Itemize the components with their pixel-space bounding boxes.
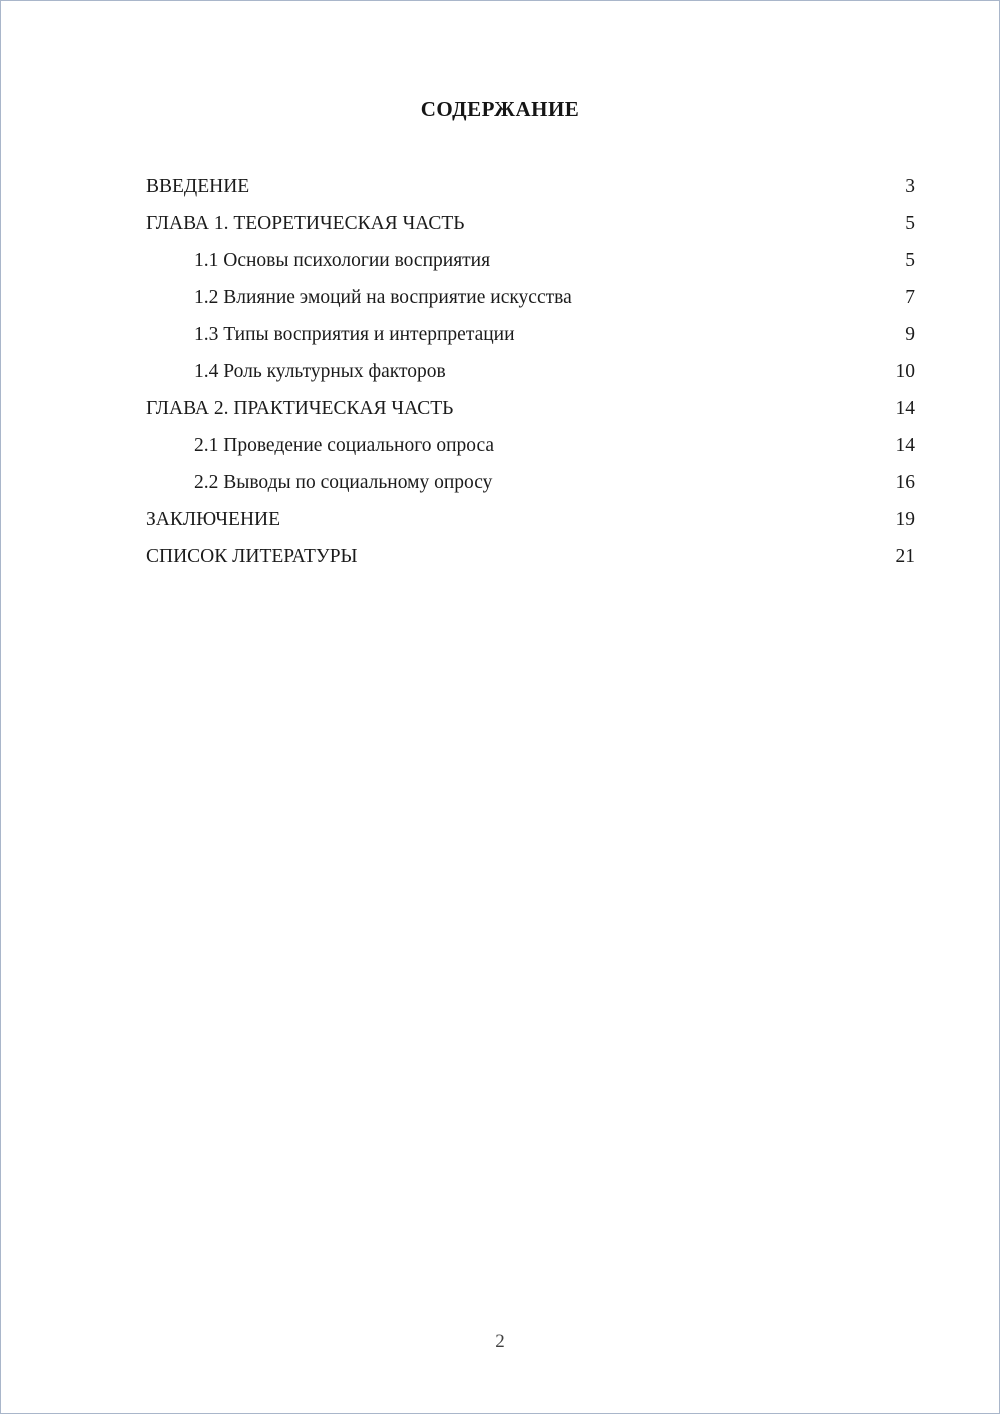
toc-entry-chapter-1	[146, 205, 915, 242]
toc-entry-label: ГЛАВА 1. ТЕОРЕТИЧЕСКАЯ ЧАСТЬ	[146, 213, 465, 234]
toc-entry-label: ВВЕДЕНИЕ	[146, 176, 250, 197]
toc-entry-page-number: 14	[895, 398, 915, 419]
toc-entry-page-number: 16	[895, 472, 915, 493]
toc-entry-1-1	[146, 242, 915, 279]
toc-entry-2-2	[146, 464, 915, 501]
toc-entry-1-4	[146, 353, 915, 390]
toc-entry-page-number: 9	[905, 324, 915, 345]
toc-entry-label: 1.4 Роль культурных факторов	[194, 361, 446, 382]
document-page	[1, 1, 999, 1413]
table-of-contents	[146, 168, 915, 575]
toc-entry-page-number: 5	[905, 250, 915, 271]
toc-entry-label: 2.2 Выводы по социальному опросу	[194, 472, 493, 493]
toc-entry-conclusion	[146, 501, 915, 538]
footer-page-number: 2	[495, 1331, 505, 1352]
toc-entry-page-number: 7	[905, 287, 915, 308]
toc-entry-bibliography	[146, 538, 915, 575]
toc-entry-label: 1.3 Типы восприятия и интерпретации	[194, 324, 515, 345]
toc-entry-introduction	[146, 168, 915, 205]
toc-entry-chapter-2	[146, 390, 915, 427]
toc-entry-label: 2.1 Проведение социального опроса	[194, 435, 495, 456]
toc-entry-1-2	[146, 279, 915, 316]
toc-entry-page-number: 19	[895, 509, 915, 530]
toc-entry-page-number: 14	[895, 435, 915, 456]
toc-entry-page-number: 5	[905, 213, 915, 234]
toc-entry-label: СПИСОК ЛИТЕРАТУРЫ	[146, 546, 358, 567]
toc-entry-label: 1.2 Влияние эмоций на восприятие искусства	[194, 287, 572, 308]
toc-entry-page-number: 3	[905, 176, 915, 197]
toc-entry-1-3	[146, 316, 915, 353]
toc-entry-page-number: 21	[895, 546, 915, 567]
toc-entry-label: ЗАКЛЮЧЕНИЕ	[146, 509, 281, 530]
toc-entry-label: ГЛАВА 2. ПРАКТИЧЕСКАЯ ЧАСТЬ	[146, 398, 454, 419]
page-title: СОДЕРЖАНИЕ	[420, 97, 580, 121]
toc-entry-2-1	[146, 427, 915, 464]
toc-entry-label: 1.1 Основы психологии восприятия	[194, 250, 491, 271]
toc-entry-page-number: 10	[895, 361, 915, 382]
